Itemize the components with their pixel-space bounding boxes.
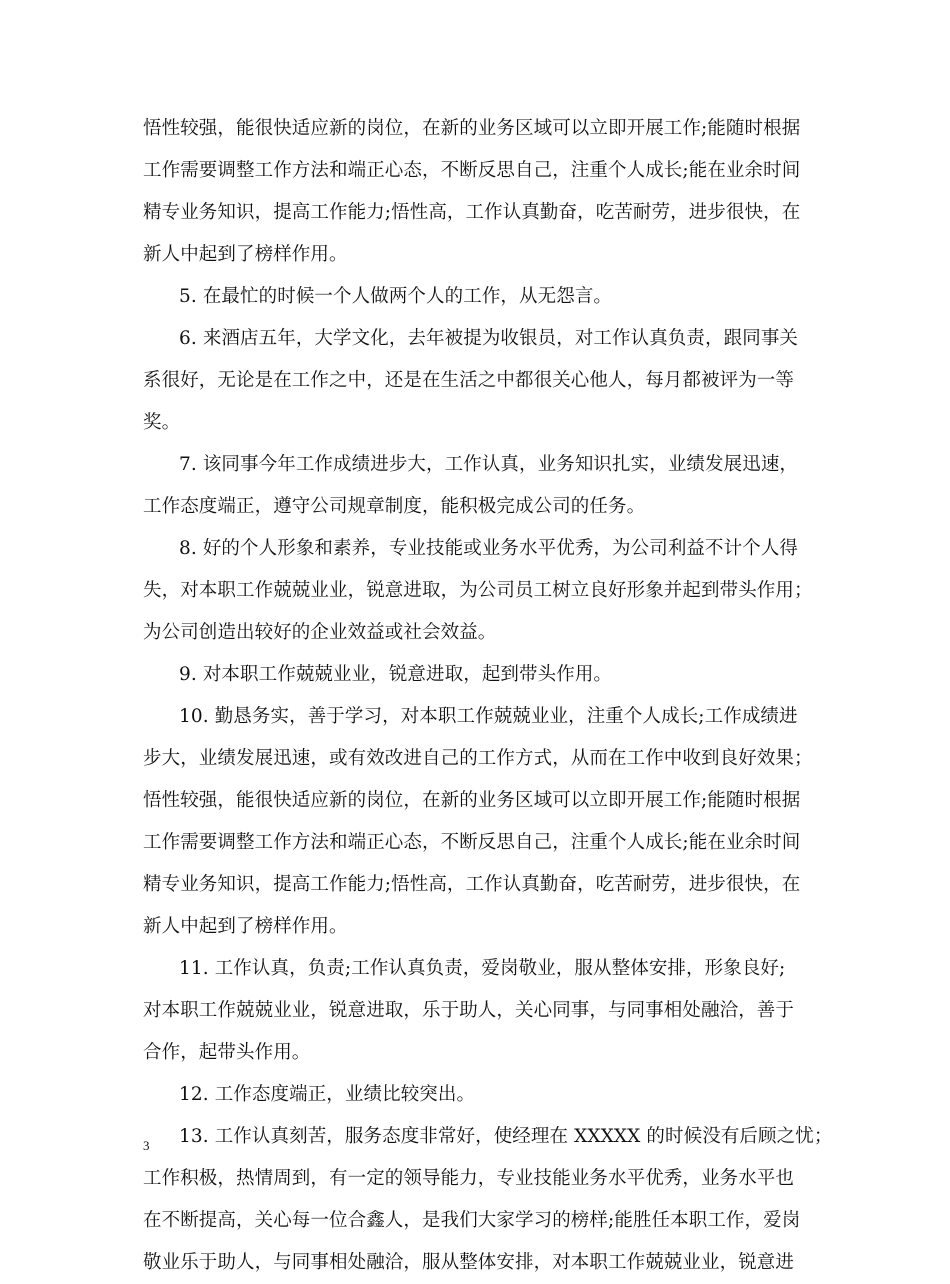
page-number: 3 xyxy=(143,1138,150,1153)
item-9-line: 9. 对本职工作兢兢业业，锐意进取，起到带头作用。 xyxy=(179,664,613,685)
item-10-line: 10. 勤恳务实，善于学习，对本职工作兢兢业业，注重个人成长;工作成绩进 xyxy=(179,706,798,727)
item-5-line: 5. 在最忙的时候一个人做两个人的工作，从无怨言。 xyxy=(179,286,613,307)
text-line: 工作态度端正，遵守公司规章制度，能积极完成公司的任务。 xyxy=(143,496,646,517)
text-line: 对本职工作兢兢业业，锐意进取，乐于助人，关心同事，与同事相处融洽，善于 xyxy=(143,1000,795,1021)
text-line: 工作积极，热情周到，有一定的领导能力，专业技能业务水平优秀，业务水平也 xyxy=(143,1168,795,1189)
text-line: 悟性较强，能很快适应新的岗位，在新的业务区域可以立即开展工作;能随时根据 xyxy=(143,118,801,139)
text-line: 新人中起到了榜样作用。 xyxy=(143,244,348,265)
item-6-line: 6. 来酒店五年，大学文化，去年被提为收银员，对工作认真负责，跟同事关 xyxy=(179,328,799,349)
text-line: 工作需要调整工作方法和端正心态，不断反思自己，注重个人成长;能在业余时间 xyxy=(143,832,801,853)
text-line: 失，对本职工作兢兢业业，锐意进取，为公司员工树立良好形象并起到带头作用； xyxy=(143,580,813,601)
text-line: 精专业务知识，提高工作能力;悟性高，工作认真勤奋，吃苦耐劳，进步很快，在 xyxy=(143,202,801,223)
text-line: 精专业务知识，提高工作能力;悟性高，工作认真勤奋，吃苦耐劳，进步很快，在 xyxy=(143,874,801,895)
text-line: 系很好，无论是在工作之中，还是在生活之中都很关心他人，每月都被评为一等 xyxy=(143,370,795,391)
text-line: 敬业乐于助人，与同事相处融洽，服从整体安排，对本职工作兢兢业业，锐意进 xyxy=(143,1252,795,1273)
text-line: 悟性较强，能很快适应新的岗位，在新的业务区域可以立即开展工作;能随时根据 xyxy=(143,790,801,811)
text-line: 新人中起到了榜样作用。 xyxy=(143,916,348,937)
item-7-line: 7. 该同事今年工作成绩进步大，工作认真，业务知识扎实，业绩发展迅速， xyxy=(179,454,799,475)
text-line: 步大，业绩发展迅速，或有效改进自己的工作方式，从而在工作中收到良好效果； xyxy=(143,748,813,769)
item-11-line: 11. 工作认真，负责;工作认真负责，爱岗敬业，服从整体安排，形象良好; xyxy=(179,958,786,979)
document-body xyxy=(143,108,833,1284)
text-line: 合作，起带头作用。 xyxy=(143,1042,311,1063)
text-line: 为公司创造出较好的企业效益或社会效益。 xyxy=(143,622,497,643)
text-line: 工作需要调整工作方法和端正心态，不断反思自己，注重个人成长;能在业余时间 xyxy=(143,160,801,181)
item-13-line: 13. 工作认真刻苦，服务态度非常好，使经理在 XXXXX 的时候没有后顾之忧； xyxy=(179,1126,833,1147)
item-12-line: 12. 工作态度端正，业绩比较突出。 xyxy=(179,1084,476,1105)
text-line: 在不断提高，关心每一位合鑫人，是我们大家学习的榜样;能胜任本职工作，爱岗 xyxy=(143,1210,801,1231)
item-8-line: 8. 好的个人形象和素养，专业技能或业务水平优秀，为公司利益不计个人得 xyxy=(179,538,799,559)
text-line: 奖。 xyxy=(143,412,181,433)
